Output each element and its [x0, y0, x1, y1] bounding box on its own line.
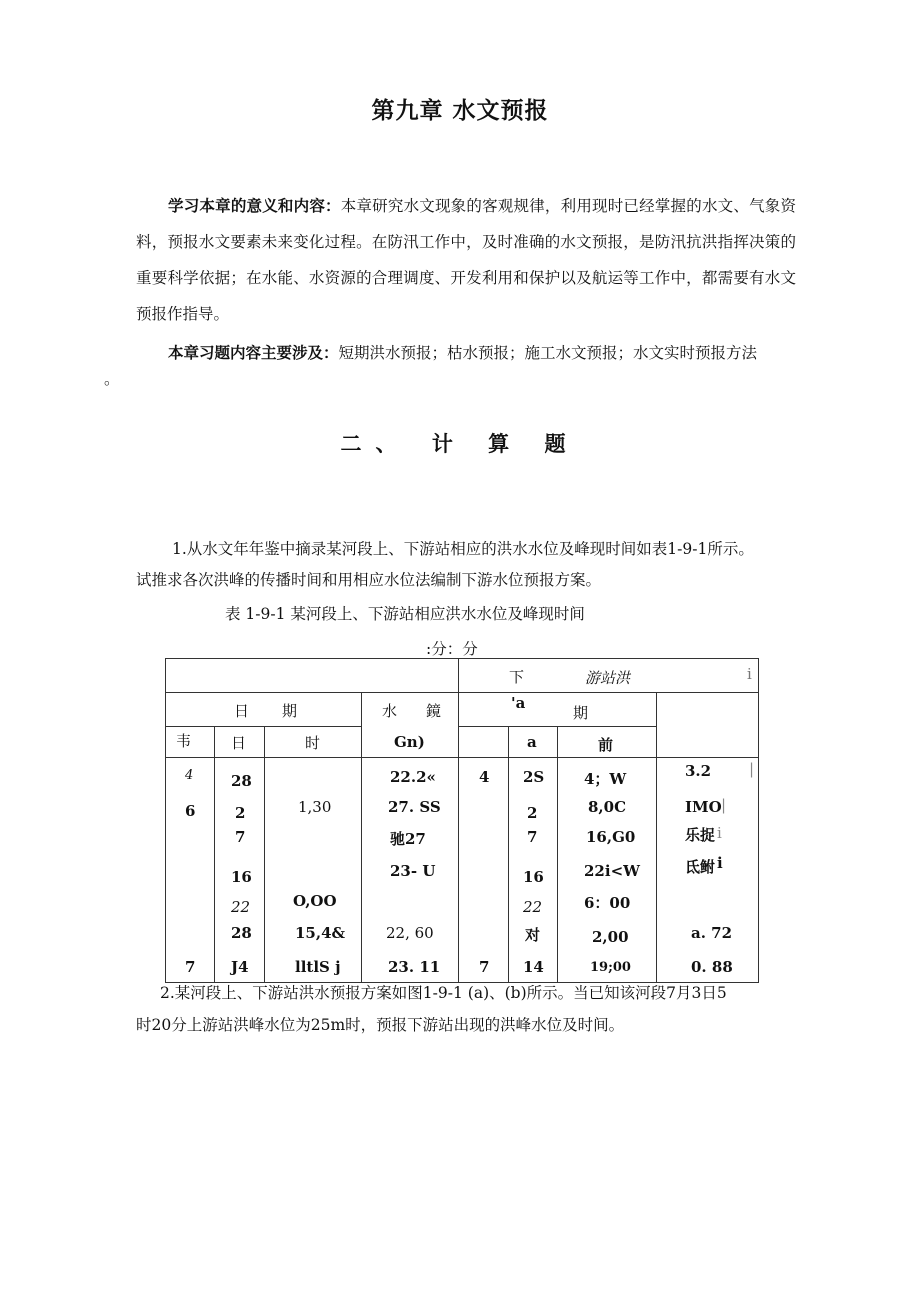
- header-down-a: 下: [509, 668, 525, 686]
- intro-label: 学习本章的意义和内容：: [168, 197, 341, 215]
- cell-month: 6: [185, 802, 196, 820]
- cell-down-time: 4；W: [584, 770, 627, 788]
- header-date-downstream: [459, 693, 657, 727]
- col-day: [215, 758, 265, 983]
- header-downstream: [459, 659, 759, 693]
- cell-down-time: 2,00: [592, 928, 629, 946]
- cell-level: 22, 60: [386, 924, 434, 942]
- cell-down-day: 2: [527, 804, 538, 822]
- cell-down-month: 7: [479, 958, 490, 976]
- cell-level: 22.2«: [390, 768, 436, 786]
- cell-down-day: 7: [527, 828, 538, 846]
- question-2-line-1: 2.某河段上、下游站洪水预报方案如图1-9-1 (a)、(b)所示。当已知该河段7月3日5: [160, 984, 727, 1002]
- flood-table: [165, 658, 759, 983]
- header-down-time: [558, 727, 657, 758]
- cell-time: lltlS j: [295, 958, 341, 976]
- scope-paragraph: [104, 340, 796, 392]
- header-jing: 鏡: [426, 702, 442, 720]
- cell-month: 4: [185, 768, 194, 783]
- cell-time: O,OO: [293, 892, 337, 910]
- header-a-2: a: [527, 733, 537, 751]
- col-down-day: [509, 758, 558, 983]
- cell-time: 1,30: [298, 798, 332, 816]
- cell-day: 28: [231, 772, 252, 790]
- header-wei: 韦: [176, 732, 192, 750]
- col-down-time: [558, 758, 657, 983]
- col-month: [166, 758, 215, 983]
- cell-down-time: 8,0C: [588, 798, 627, 816]
- cell-down-time: 19;00: [590, 960, 631, 975]
- cell-time: 15,4&: [295, 924, 346, 942]
- col-time: [265, 758, 362, 983]
- cell-down-level: 3.2: [685, 762, 712, 780]
- cell-down-day: 14: [523, 958, 544, 976]
- scope-label: 本章习题内容主要涉及：: [168, 344, 339, 362]
- col-level-up: [362, 758, 459, 983]
- header-shi: 时: [305, 734, 321, 752]
- intro-text: 本章研究水文现象的客观规律，利用现时已经掌握的水文、气象资料，预报水文要素未来变化过程。在防汛工作中，及时准确的水文预报，是防汛抗洪指挥决策的重要科学依据；在水能、水资源的合理调度、开发利用和保护以及航运等工作中，都需要有水文预报作指导。: [136, 197, 796, 323]
- cell-down-level: 氐鲋: [685, 858, 716, 876]
- header-level-downstream: [657, 693, 759, 758]
- cell-level: 27. SS: [388, 798, 441, 816]
- col-down-level: [657, 758, 759, 983]
- scope-tail: 。: [104, 370, 120, 388]
- cell-down-level: IMO: [685, 798, 722, 816]
- header-gn: Gn): [394, 732, 425, 751]
- header-down-month: [459, 727, 509, 758]
- header-level-a: [362, 693, 459, 727]
- chapter-title: 第九章 水文预报: [371, 98, 549, 124]
- cell-bar: i: [717, 854, 723, 872]
- cell-down-level: 0. 88: [691, 958, 733, 976]
- header-level-b: [362, 727, 459, 758]
- cell-down-day: 22: [523, 898, 543, 916]
- cell-down-time: 16,G0: [586, 828, 636, 846]
- cell-month: 7: [185, 958, 196, 976]
- header-ri-2: 日: [231, 734, 247, 752]
- table-header-row-1: [166, 659, 759, 693]
- cell-down-time: 22i<W: [584, 862, 640, 880]
- header-upstream-blank: [166, 659, 459, 693]
- header-month: [166, 727, 215, 758]
- header-time: [265, 727, 362, 758]
- header-down-b: 游站洪: [585, 669, 631, 687]
- header-day: [215, 727, 265, 758]
- cell-day: 28: [231, 924, 252, 942]
- cell-day: 2: [235, 804, 246, 822]
- cell-down-day: 16: [523, 868, 544, 886]
- cell-day: J4: [231, 958, 249, 976]
- cell-bar: |: [749, 760, 755, 778]
- cell-day: 22: [231, 898, 251, 916]
- header-qi-2: 期: [573, 704, 589, 722]
- question-1-line-2: 试推求各次洪峰的传播时间和用相应水位法编制下游水位预报方案。: [136, 571, 602, 589]
- header-date-upstream: [166, 693, 362, 727]
- cell-day: 7: [235, 828, 246, 846]
- cell-level: 23. 11: [388, 958, 441, 976]
- question-1-line-1: 1.从水文年年鉴中摘录某河段上、下游站相应的洪水水位及峰现时间如表1-9-1所示。: [172, 540, 754, 558]
- header-down-bar: i: [747, 665, 752, 683]
- cell-down-month: 4: [479, 768, 490, 786]
- header-a-mark: 'a: [511, 694, 526, 712]
- cell-down-day: 对: [525, 926, 541, 944]
- scope-text: 短期洪水预报；枯水预报；施工水文预报；水文实时预报方法: [338, 344, 758, 362]
- header-qian: 前: [598, 736, 614, 754]
- table-unit: :分：分: [426, 640, 478, 658]
- header-qi: 期: [282, 702, 298, 720]
- cell-level: 23- U: [390, 862, 436, 880]
- col-down-month: [459, 758, 509, 983]
- cell-down-level: 乐捉: [685, 826, 716, 844]
- header-shui: 水: [382, 702, 398, 720]
- intro-paragraph: [136, 188, 796, 332]
- question-2-line-2: 时20分上游站洪峰水位为25m时，预报下游站出现的洪峰水位及时间。: [136, 1016, 625, 1034]
- cell-down-time: 6：00: [584, 894, 631, 912]
- cell-day: 16: [231, 868, 252, 886]
- header-ri: 日: [234, 702, 250, 720]
- cell-down-level: a. 72: [691, 924, 733, 942]
- header-down-day: [509, 727, 558, 758]
- cell-level: 驰27: [390, 830, 426, 848]
- section-title: 二、 计 算 题: [340, 432, 580, 456]
- table-header-row-2: [166, 693, 759, 727]
- cell-down-day: 2S: [523, 768, 545, 786]
- table-body-row: [166, 758, 759, 983]
- cell-bar: |: [721, 796, 727, 814]
- table-caption: 表 1-9-1 某河段上、下游站相应洪水水位及峰现时间: [225, 605, 585, 623]
- cell-bar: i: [717, 824, 722, 842]
